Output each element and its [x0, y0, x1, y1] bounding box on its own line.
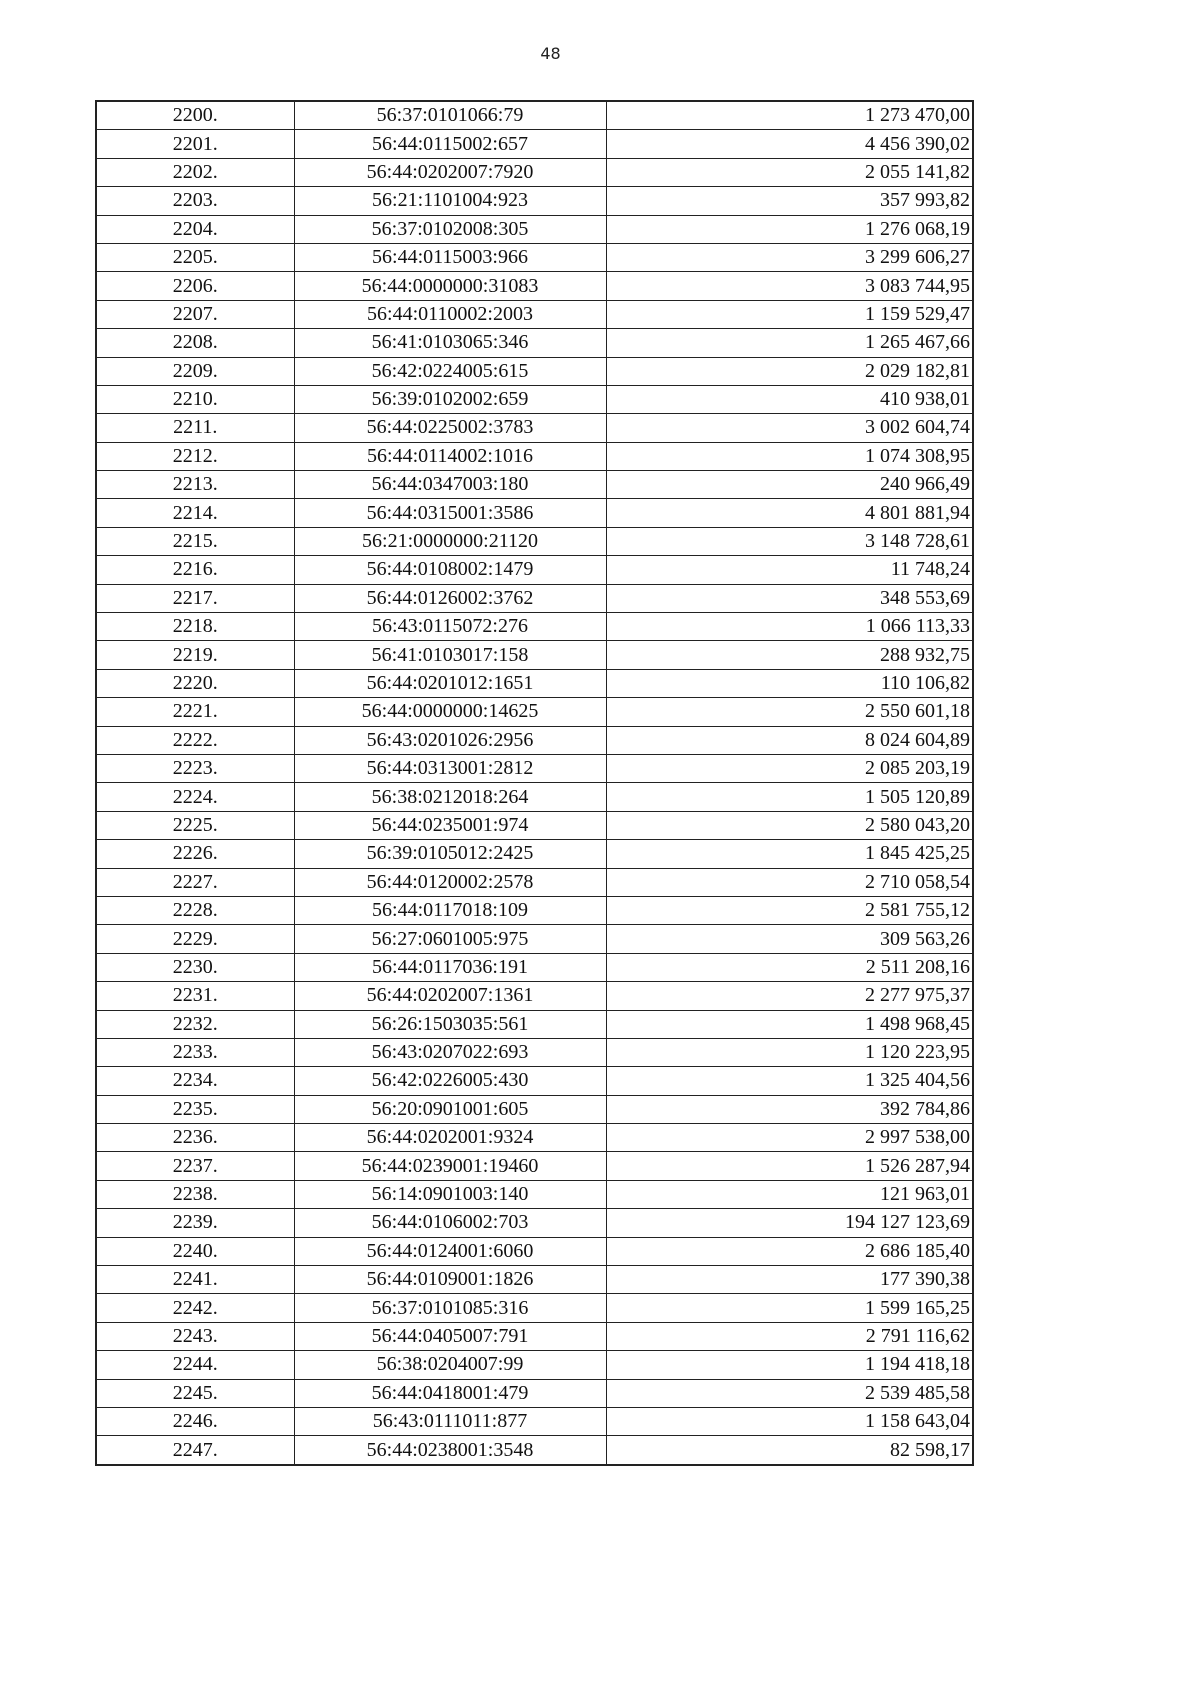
- cadastral-number-cell: 56:41:0103065:346: [294, 329, 606, 357]
- cadastral-value-cell: 1 066 113,33: [606, 613, 973, 641]
- cadastral-number-cell: 56:37:0101085:316: [294, 1294, 606, 1322]
- row-number-cell: 2225.: [96, 811, 294, 839]
- row-number-cell: 2239.: [96, 1209, 294, 1237]
- row-number-cell: 2231.: [96, 982, 294, 1010]
- row-number-cell: 2204.: [96, 215, 294, 243]
- table-row: [96, 811, 973, 839]
- table-row: [96, 754, 973, 782]
- cadastral-value-cell: 1 498 968,45: [606, 1010, 973, 1038]
- cadastral-value-cell: 2 581 755,12: [606, 896, 973, 924]
- table-row: [96, 840, 973, 868]
- cadastral-value-cell: 2 029 182,81: [606, 357, 973, 385]
- cadastral-value-cell: 348 553,69: [606, 584, 973, 612]
- cadastral-number-cell: 56:44:0347003:180: [294, 471, 606, 499]
- cadastral-number-cell: 56:44:0114002:1016: [294, 442, 606, 470]
- row-number-cell: 2237.: [96, 1152, 294, 1180]
- row-number-cell: 2235.: [96, 1095, 294, 1123]
- cadastral-number-cell: 56:38:0204007:99: [294, 1351, 606, 1379]
- cadastral-number-cell: 56:21:0000000:21120: [294, 527, 606, 555]
- cadastral-number-cell: 56:44:0225002:3783: [294, 414, 606, 442]
- cadastral-number-cell: 56:44:0108002:1479: [294, 556, 606, 584]
- table-row: [96, 272, 973, 300]
- cadastral-value-cell: 2 085 203,19: [606, 754, 973, 782]
- row-number-cell: 2219.: [96, 641, 294, 669]
- cadastral-number-cell: 56:37:0101066:79: [294, 101, 606, 130]
- table-row: [96, 925, 973, 953]
- cadastral-value-cell: 121 963,01: [606, 1180, 973, 1208]
- row-number-cell: 2240.: [96, 1237, 294, 1265]
- cadastral-value-cell: 2 277 975,37: [606, 982, 973, 1010]
- cadastral-value-cell: 288 932,75: [606, 641, 973, 669]
- cadastral-value-cell: 11 748,24: [606, 556, 973, 584]
- cadastral-value-cell: 4 456 390,02: [606, 130, 973, 158]
- cadastral-number-cell: 56:39:0102002:659: [294, 385, 606, 413]
- table-row: [96, 1152, 973, 1180]
- table-row: [96, 1407, 973, 1435]
- cadastral-value-cell: 8 024 604,89: [606, 726, 973, 754]
- cadastral-value-cell: 1 074 308,95: [606, 442, 973, 470]
- cadastral-value-cell: 1 845 425,25: [606, 840, 973, 868]
- table-row: [96, 982, 973, 1010]
- row-number-cell: 2217.: [96, 584, 294, 612]
- row-number-cell: 2210.: [96, 385, 294, 413]
- cadastral-value-cell: 410 938,01: [606, 385, 973, 413]
- cadastral-number-cell: 56:42:0226005:430: [294, 1067, 606, 1095]
- cadastral-number-cell: 56:44:0117036:191: [294, 953, 606, 981]
- cadastral-value-cell: 2 791 116,62: [606, 1322, 973, 1350]
- table-row: [96, 414, 973, 442]
- row-number-cell: 2211.: [96, 414, 294, 442]
- table-row: [96, 1266, 973, 1294]
- cadastral-number-cell: 56:43:0115072:276: [294, 613, 606, 641]
- row-number-cell: 2244.: [96, 1351, 294, 1379]
- row-number-cell: 2238.: [96, 1180, 294, 1208]
- row-number-cell: 2209.: [96, 357, 294, 385]
- cadastral-number-cell: 56:44:0106002:703: [294, 1209, 606, 1237]
- row-number-cell: 2214.: [96, 499, 294, 527]
- table-row: [96, 1180, 973, 1208]
- cadastral-value-cell: 1 505 120,89: [606, 783, 973, 811]
- cadastral-number-cell: 56:14:0901003:140: [294, 1180, 606, 1208]
- table-row: [96, 329, 973, 357]
- cadastral-number-cell: 56:44:0000000:14625: [294, 698, 606, 726]
- row-number-cell: 2233.: [96, 1038, 294, 1066]
- cadastral-value-cell: 1 158 643,04: [606, 1407, 973, 1435]
- cadastral-value-cell: 1 273 470,00: [606, 101, 973, 130]
- cadastral-value-cell: 392 784,86: [606, 1095, 973, 1123]
- cadastral-number-cell: 56:21:1101004:923: [294, 187, 606, 215]
- cadastral-value-cell: 3 083 744,95: [606, 272, 973, 300]
- cadastral-value-cell: 2 580 043,20: [606, 811, 973, 839]
- row-number-cell: 2242.: [96, 1294, 294, 1322]
- cadastral-number-cell: 56:27:0601005:975: [294, 925, 606, 953]
- table-row: [96, 1351, 973, 1379]
- cadastral-number-cell: 56:41:0103017:158: [294, 641, 606, 669]
- cadastral-number-cell: 56:44:0000000:31083: [294, 272, 606, 300]
- cadastral-number-cell: 56:44:0115002:657: [294, 130, 606, 158]
- cadastral-value-cell: 2 550 601,18: [606, 698, 973, 726]
- row-number-cell: 2247.: [96, 1436, 294, 1465]
- cadastral-value-cell: 1 526 287,94: [606, 1152, 973, 1180]
- cadastral-number-cell: 56:44:0124001:6060: [294, 1237, 606, 1265]
- cadastral-number-cell: 56:44:0126002:3762: [294, 584, 606, 612]
- table-row: [96, 1010, 973, 1038]
- table-row: [96, 698, 973, 726]
- table-row: [96, 499, 973, 527]
- row-number-cell: 2236.: [96, 1124, 294, 1152]
- cadastral-value-cell: 194 127 123,69: [606, 1209, 973, 1237]
- table-row: [96, 868, 973, 896]
- cadastral-value-cell: 2 055 141,82: [606, 158, 973, 186]
- cadastral-number-cell: 56:44:0117018:109: [294, 896, 606, 924]
- row-number-cell: 2203.: [96, 187, 294, 215]
- cadastral-number-cell: 56:44:0313001:2812: [294, 754, 606, 782]
- table-row: [96, 130, 973, 158]
- cadastral-number-cell: 56:44:0239001:19460: [294, 1152, 606, 1180]
- cadastral-number-cell: 56:44:0120002:2578: [294, 868, 606, 896]
- cadastral-value-cell: 3 002 604,74: [606, 414, 973, 442]
- table-row: [96, 471, 973, 499]
- cadastral-value-table: [95, 100, 974, 1466]
- cadastral-value-cell: 3 299 606,27: [606, 243, 973, 271]
- cadastral-value-cell: 1 325 404,56: [606, 1067, 973, 1095]
- table-row: [96, 243, 973, 271]
- row-number-cell: 2229.: [96, 925, 294, 953]
- cadastral-value-cell: 1 159 529,47: [606, 300, 973, 328]
- cadastral-number-cell: 56:44:0110002:2003: [294, 300, 606, 328]
- table-row: [96, 1038, 973, 1066]
- cadastral-number-cell: 56:44:0202007:1361: [294, 982, 606, 1010]
- table-row: [96, 669, 973, 697]
- cadastral-value-cell: 309 563,26: [606, 925, 973, 953]
- row-number-cell: 2205.: [96, 243, 294, 271]
- cadastral-number-cell: 56:43:0207022:693: [294, 1038, 606, 1066]
- row-number-cell: 2245.: [96, 1379, 294, 1407]
- cadastral-value-cell: 2 539 485,58: [606, 1379, 973, 1407]
- row-number-cell: 2218.: [96, 613, 294, 641]
- cadastral-number-cell: 56:43:0111011:877: [294, 1407, 606, 1435]
- table-row: [96, 726, 973, 754]
- cadastral-value-cell: 1 194 418,18: [606, 1351, 973, 1379]
- cadastral-number-cell: 56:44:0201012:1651: [294, 669, 606, 697]
- cadastral-number-cell: 56:44:0238001:3548: [294, 1436, 606, 1465]
- cadastral-value-cell: 110 106,82: [606, 669, 973, 697]
- table-row: [96, 953, 973, 981]
- row-number-cell: 2228.: [96, 896, 294, 924]
- cadastral-value-cell: 82 598,17: [606, 1436, 973, 1465]
- table-row: [96, 1124, 973, 1152]
- table-row: [96, 641, 973, 669]
- row-number-cell: 2223.: [96, 754, 294, 782]
- cadastral-value-cell: 1 276 068,19: [606, 215, 973, 243]
- table-row: [96, 215, 973, 243]
- cadastral-number-cell: 56:44:0405007:791: [294, 1322, 606, 1350]
- cadastral-number-cell: 56:44:0235001:974: [294, 811, 606, 839]
- table-row: [96, 187, 973, 215]
- table-row: [96, 1237, 973, 1265]
- table-row: [96, 783, 973, 811]
- table-row: [96, 584, 973, 612]
- page-number: 48: [540, 44, 561, 63]
- cadastral-number-cell: 56:39:0105012:2425: [294, 840, 606, 868]
- cadastral-value-cell: 2 997 538,00: [606, 1124, 973, 1152]
- row-number-cell: 2207.: [96, 300, 294, 328]
- cadastral-value-cell: 357 993,82: [606, 187, 973, 215]
- cadastral-number-cell: 56:26:1503035:561: [294, 1010, 606, 1038]
- table-row: [96, 1379, 973, 1407]
- table-row: [96, 385, 973, 413]
- row-number-cell: 2222.: [96, 726, 294, 754]
- row-number-cell: 2224.: [96, 783, 294, 811]
- table-row: [96, 158, 973, 186]
- cadastral-value-cell: 2 686 185,40: [606, 1237, 973, 1265]
- cadastral-number-cell: 56:44:0315001:3586: [294, 499, 606, 527]
- table-row: [96, 1294, 973, 1322]
- row-number-cell: 2206.: [96, 272, 294, 300]
- cadastral-number-cell: 56:44:0115003:966: [294, 243, 606, 271]
- row-number-cell: 2220.: [96, 669, 294, 697]
- table-row: [96, 101, 973, 130]
- row-number-cell: 2202.: [96, 158, 294, 186]
- table-row: [96, 1436, 973, 1465]
- cadastral-value-cell: 177 390,38: [606, 1266, 973, 1294]
- cadastral-value-cell: 1 265 467,66: [606, 329, 973, 357]
- table-row: [96, 1095, 973, 1123]
- cadastral-number-cell: 56:44:0202007:7920: [294, 158, 606, 186]
- row-number-cell: 2208.: [96, 329, 294, 357]
- row-number-cell: 2234.: [96, 1067, 294, 1095]
- cadastral-number-cell: 56:44:0109001:1826: [294, 1266, 606, 1294]
- row-number-cell: 2201.: [96, 130, 294, 158]
- row-number-cell: 2215.: [96, 527, 294, 555]
- row-number-cell: 2227.: [96, 868, 294, 896]
- cadastral-number-cell: 56:42:0224005:615: [294, 357, 606, 385]
- cadastral-number-cell: 56:44:0418001:479: [294, 1379, 606, 1407]
- row-number-cell: 2230.: [96, 953, 294, 981]
- table-row: [96, 357, 973, 385]
- row-number-cell: 2200.: [96, 101, 294, 130]
- cadastral-number-cell: 56:20:0901001:605: [294, 1095, 606, 1123]
- table-row: [96, 896, 973, 924]
- table-row: [96, 613, 973, 641]
- table-row: [96, 1322, 973, 1350]
- cadastral-number-cell: 56:44:0202001:9324: [294, 1124, 606, 1152]
- cadastral-value-cell: 4 801 881,94: [606, 499, 973, 527]
- row-number-cell: 2216.: [96, 556, 294, 584]
- cadastral-value-table-container: [95, 100, 974, 1466]
- table-row: [96, 300, 973, 328]
- row-number-cell: 2246.: [96, 1407, 294, 1435]
- cadastral-number-cell: 56:37:0102008:305: [294, 215, 606, 243]
- row-number-cell: 2241.: [96, 1266, 294, 1294]
- row-number-cell: 2212.: [96, 442, 294, 470]
- row-number-cell: 2232.: [96, 1010, 294, 1038]
- table-row: [96, 1067, 973, 1095]
- table-row: [96, 442, 973, 470]
- table-row: [96, 527, 973, 555]
- table-body: [96, 101, 973, 1465]
- cadastral-value-cell: 2 710 058,54: [606, 868, 973, 896]
- row-number-cell: 2213.: [96, 471, 294, 499]
- cadastral-value-cell: 1 120 223,95: [606, 1038, 973, 1066]
- cadastral-value-cell: 240 966,49: [606, 471, 973, 499]
- row-number-cell: 2243.: [96, 1322, 294, 1350]
- cadastral-number-cell: 56:43:0201026:2956: [294, 726, 606, 754]
- table-row: [96, 1209, 973, 1237]
- cadastral-value-cell: 3 148 728,61: [606, 527, 973, 555]
- row-number-cell: 2226.: [96, 840, 294, 868]
- table-row: [96, 556, 973, 584]
- cadastral-number-cell: 56:38:0212018:264: [294, 783, 606, 811]
- cadastral-value-cell: 2 511 208,16: [606, 953, 973, 981]
- row-number-cell: 2221.: [96, 698, 294, 726]
- cadastral-value-cell: 1 599 165,25: [606, 1294, 973, 1322]
